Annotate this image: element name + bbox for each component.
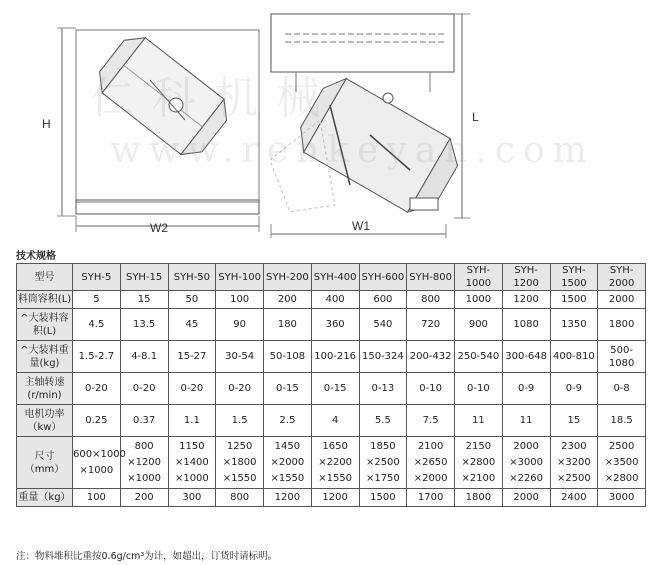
cell-value: 1.1 <box>183 415 200 426</box>
row-label-line: 电机功率 <box>24 408 65 420</box>
cell-value: ×1550 <box>222 472 257 484</box>
cell-value: ×1550 <box>318 472 353 484</box>
cell-value: 4.5 <box>88 319 105 330</box>
table-cell <box>550 291 598 309</box>
cell-value: 1500 <box>561 294 587 305</box>
spec-note: 注：物料堆积比重按0.6g/cm³为计，如超出，订货时请标明。 <box>16 551 278 562</box>
cell-value: 600 <box>373 294 393 305</box>
cell-value: 2300 <box>561 440 587 452</box>
label-w2: W2 <box>150 221 168 235</box>
spec-title: 技术规格 <box>16 251 56 262</box>
row-label-line: ^大装料重 <box>20 344 69 356</box>
table-row <box>17 373 646 405</box>
table-cell <box>550 405 598 437</box>
cell-value: 1250 <box>226 440 253 452</box>
cell-value: 0-20 <box>228 383 251 394</box>
cell-value: 100 <box>86 492 106 503</box>
header-model: SYH-1200 <box>502 264 550 291</box>
table-cell <box>264 373 312 405</box>
cell-value: 1800 <box>608 319 635 330</box>
table-cell <box>264 309 312 341</box>
table-cell <box>407 291 455 309</box>
cell-value: 50 <box>185 294 199 305</box>
cell-value: 15 <box>137 294 151 305</box>
table-cell <box>407 489 455 507</box>
table-cell <box>120 373 168 405</box>
table-cell <box>216 489 264 507</box>
table-cell <box>550 489 598 507</box>
cell-value: ×2500 <box>556 472 591 484</box>
cell-value: ×3000 <box>509 456 544 468</box>
table-row <box>17 291 646 309</box>
row-label-line: 重量（kg） <box>18 492 71 503</box>
cell-value: 90 <box>233 319 246 330</box>
table-cell <box>216 309 264 341</box>
table-cell <box>550 341 598 373</box>
table-cell <box>73 341 121 373</box>
table-cell <box>598 309 646 341</box>
cell-value: ×2650 <box>413 456 448 468</box>
cell-value: 400-810 <box>552 351 595 362</box>
row-label <box>17 405 73 437</box>
cell-value: 800 <box>134 440 154 452</box>
cell-value: 0-20 <box>85 383 108 394</box>
table-cell <box>311 373 359 405</box>
table-cell <box>455 437 503 489</box>
table-cell <box>216 437 264 489</box>
row-label-line: 量(kg) <box>29 357 60 369</box>
cell-value: 0-15 <box>323 383 347 394</box>
table-cell <box>168 489 216 507</box>
table-cell <box>598 341 646 373</box>
table-cell <box>120 309 168 341</box>
table-row <box>17 489 646 507</box>
cell-value: 0-9 <box>565 383 583 394</box>
table-cell <box>216 405 264 437</box>
table-cell <box>311 405 359 437</box>
right-view-top-box <box>271 14 454 72</box>
cell-value: 250-540 <box>457 351 500 362</box>
table-cell <box>120 405 168 437</box>
table-cell <box>502 341 550 373</box>
cell-value: ×2000 <box>270 456 305 468</box>
table-row <box>17 405 646 437</box>
cell-value: 100-216 <box>314 351 357 362</box>
header-model: SYH-1000 <box>455 264 503 291</box>
cell-value: 2.5 <box>279 415 296 426</box>
cell-value: 0.37 <box>132 415 156 426</box>
cell-value: 0-8 <box>613 383 630 394</box>
cell-value: 400 <box>325 294 345 305</box>
row-label <box>17 309 73 341</box>
row-label <box>17 341 73 373</box>
cell-value: 2500 <box>608 440 635 452</box>
cell-value: 300-648 <box>505 351 548 362</box>
table-cell <box>120 341 168 373</box>
cell-value: ×2800 <box>461 456 496 468</box>
table-cell <box>168 437 216 489</box>
cell-value: 800 <box>230 492 250 503</box>
row-label-line: （kw） <box>27 421 62 433</box>
cell-value: 0.25 <box>85 415 108 426</box>
cell-value: 300 <box>182 492 202 503</box>
label-w1: W1 <box>352 219 370 233</box>
table-cell <box>502 309 550 341</box>
cell-value: 600×1000 <box>73 448 126 460</box>
cell-value: 30-54 <box>225 351 255 362</box>
cell-value: 7.5 <box>422 415 439 426</box>
table-cell <box>598 437 646 489</box>
table-cell <box>264 291 312 309</box>
cell-value: 1.5 <box>231 415 248 426</box>
header-model-label: 型号 <box>17 264 73 291</box>
cell-value: 1850 <box>370 440 396 452</box>
cell-value: 540 <box>373 319 393 330</box>
table-cell <box>407 437 455 489</box>
cell-value: 2150 <box>465 440 492 452</box>
spec-table <box>16 263 646 507</box>
row-label-line: 主轴转速 <box>24 376 65 388</box>
table-cell <box>120 489 168 507</box>
cell-value: 180 <box>277 319 297 330</box>
cell-value: 1450 <box>274 440 301 452</box>
table-cell <box>407 405 455 437</box>
header-model: SYH-400 <box>311 264 359 291</box>
right-drum <box>291 71 468 222</box>
cell-value: 0-13 <box>371 383 395 394</box>
cell-value: 360 <box>325 319 345 330</box>
table-cell <box>120 291 168 309</box>
table-cell <box>455 341 503 373</box>
table-cell <box>455 405 503 437</box>
cell-value: 11 <box>472 415 485 426</box>
table-cell <box>264 341 312 373</box>
cell-value: ×1550 <box>270 472 305 484</box>
table-cell <box>73 405 121 437</box>
header-model: SYH-2000 <box>598 264 646 291</box>
cell-value: 4-8.1 <box>131 351 158 362</box>
row-label <box>17 437 73 489</box>
cell-value: 15 <box>567 415 581 426</box>
cell-value: 0-10 <box>467 383 490 394</box>
table-cell <box>455 291 503 309</box>
header-model: SYH-800 <box>407 264 455 291</box>
cell-value: ×1800 <box>222 456 257 468</box>
cell-value: 0-20 <box>180 383 204 394</box>
table-cell <box>73 437 126 489</box>
header-model: SYH-200 <box>264 264 312 291</box>
cell-value: 1200 <box>513 294 539 305</box>
table-cell <box>359 291 407 309</box>
cell-value: 1650 <box>322 440 348 452</box>
cell-value: 0-9 <box>517 383 535 394</box>
cell-value: 15-27 <box>177 351 207 362</box>
table-cell <box>264 405 312 437</box>
cell-value: 2000 <box>513 440 539 452</box>
cell-value: 5.5 <box>374 415 391 426</box>
cell-value: 1000 <box>465 294 492 305</box>
cell-value: 1350 <box>561 319 587 330</box>
table-cell <box>168 405 216 437</box>
header-model: SYH-5 <box>73 264 121 291</box>
table-cell <box>407 309 455 341</box>
row-label-line: ^大装料容 <box>20 312 69 324</box>
table-cell <box>168 373 216 405</box>
row-label <box>17 489 73 507</box>
cell-value: 1200 <box>274 492 301 503</box>
table-cell <box>455 309 503 341</box>
cell-value: 200 <box>277 294 297 305</box>
cell-value: 2400 <box>561 492 587 503</box>
cell-value: 45 <box>185 319 199 330</box>
table-cell <box>502 405 550 437</box>
cell-value: ×1750 <box>365 472 400 484</box>
row-label-line: 尺寸 <box>34 450 55 462</box>
cell-value: ×2100 <box>461 472 496 484</box>
cell-value: 3000 <box>608 492 635 503</box>
row-label-line: (r/min) <box>27 389 62 401</box>
cell-value: 1800 <box>465 492 492 503</box>
cell-value: ×3500 <box>604 456 639 468</box>
cell-value: 5 <box>93 294 100 305</box>
table-cell <box>598 405 646 437</box>
cell-value: ×1000 <box>79 464 114 476</box>
cell-value: ×2000 <box>413 472 448 484</box>
header-model: SYH-1500 <box>550 264 598 291</box>
cell-value: 900 <box>468 319 488 330</box>
cell-value: ×3200 <box>556 456 591 468</box>
cell-value: 18.5 <box>610 415 633 426</box>
cell-value: 1700 <box>417 492 444 503</box>
row-label <box>17 373 73 405</box>
table-cell <box>598 373 646 405</box>
table-cell <box>359 373 407 405</box>
table-cell <box>359 489 407 507</box>
right-pivot <box>383 93 393 103</box>
table-cell <box>311 341 359 373</box>
table-cell <box>311 291 359 309</box>
table-row <box>17 341 646 373</box>
cell-value: 100 <box>230 294 250 305</box>
table-cell <box>311 437 359 489</box>
cell-value: ×1000 <box>174 472 209 484</box>
header-model: SYH-15 <box>120 264 168 291</box>
cell-value: 2000 <box>608 294 635 305</box>
table-cell <box>73 291 121 309</box>
cell-value: 0-20 <box>132 383 156 394</box>
cell-value: 1080 <box>513 319 539 330</box>
label-h: H <box>42 117 51 131</box>
table-cell <box>455 373 503 405</box>
cell-value: ×2260 <box>509 472 544 484</box>
table-cell <box>216 373 264 405</box>
table-cell <box>311 309 359 341</box>
cell-value: 1150 <box>179 440 205 452</box>
header-model: SYH-600 <box>359 264 407 291</box>
table-cell <box>598 489 646 507</box>
cell-value: 500-1080 <box>608 344 635 369</box>
table-cell <box>502 291 550 309</box>
label-l: L <box>472 110 479 124</box>
table-cell <box>216 341 264 373</box>
table-cell <box>264 489 312 507</box>
cell-value: 200 <box>134 492 154 503</box>
row-label <box>17 291 73 309</box>
header-model: SYH-50 <box>168 264 216 291</box>
table-cell <box>216 291 264 309</box>
table-cell <box>73 489 121 507</box>
mixer-dimension-drawing <box>0 0 654 240</box>
cell-value: 2100 <box>417 440 444 452</box>
table-cell <box>502 437 550 489</box>
cell-value: ×1200 <box>127 456 162 468</box>
table-cell <box>168 309 216 341</box>
row-label-line: 积(L) <box>32 325 57 337</box>
cell-value: 1200 <box>322 492 348 503</box>
cell-value: 0-10 <box>419 383 442 394</box>
cell-value: 1500 <box>370 492 396 503</box>
cell-value: ×2500 <box>365 456 400 468</box>
table-cell <box>359 405 407 437</box>
header-model: SYH-100 <box>216 264 264 291</box>
row-label-line: （mm） <box>24 463 65 475</box>
left-drum <box>90 28 236 163</box>
row-label-line: 料筒容积(L) <box>17 294 72 305</box>
table-cell <box>120 437 168 489</box>
cell-value: 200-432 <box>409 351 452 362</box>
cell-value: 150-324 <box>361 351 404 362</box>
table-cell <box>455 489 503 507</box>
table-cell <box>550 437 598 489</box>
table-row <box>17 437 646 489</box>
cell-value: 720 <box>421 319 441 330</box>
table-cell <box>550 309 598 341</box>
cell-value: 2000 <box>513 492 539 503</box>
table-cell <box>550 373 598 405</box>
cell-value: ×1400 <box>174 456 209 468</box>
cell-value: ×2800 <box>604 472 639 484</box>
table-cell <box>598 291 646 309</box>
table-row <box>17 309 646 341</box>
table-cell <box>502 373 550 405</box>
cell-value: 50-108 <box>269 351 306 362</box>
cell-value: 1.5-2.7 <box>78 351 115 362</box>
table-cell <box>168 291 216 309</box>
table-cell <box>359 309 407 341</box>
table-cell <box>407 373 455 405</box>
table-cell <box>73 309 121 341</box>
table-cell <box>359 437 407 489</box>
table-cell <box>359 341 407 373</box>
spec-header-row <box>17 264 646 291</box>
cell-value: 0-15 <box>276 383 299 394</box>
table-cell <box>168 341 216 373</box>
table-cell <box>502 489 550 507</box>
table-cell <box>407 341 455 373</box>
table-cell <box>311 489 359 507</box>
cell-value: 11 <box>519 415 533 426</box>
table-cell <box>73 373 121 405</box>
table-cell <box>264 437 312 489</box>
cell-value: 800 <box>421 294 441 305</box>
cell-value: 13.5 <box>132 319 156 330</box>
cell-value: 4 <box>331 415 339 426</box>
cell-value: ×1000 <box>127 472 162 484</box>
cell-value: ×2200 <box>318 456 353 468</box>
